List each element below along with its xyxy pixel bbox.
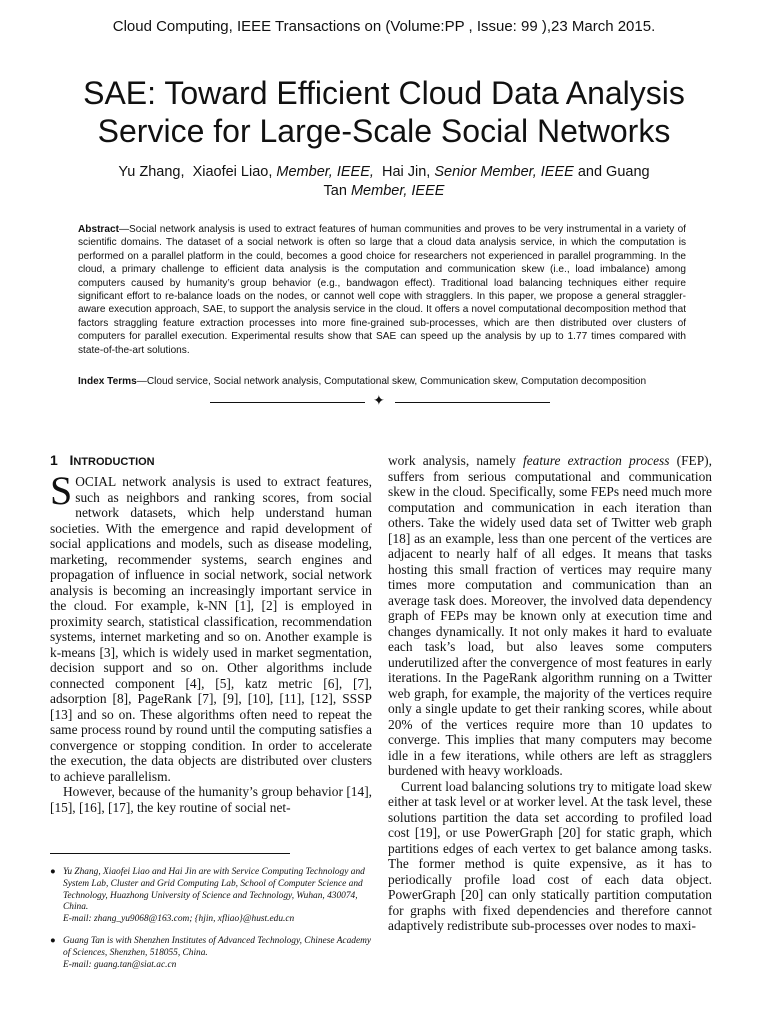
section-number: 1 — [50, 452, 58, 468]
footnote-bullet-icon: ● — [50, 867, 56, 877]
right-column — [388, 453, 712, 934]
author-name: Tan — [323, 183, 347, 199]
footnote — [50, 936, 372, 971]
author-affiliation-role: Senior Member, IEEE — [434, 164, 574, 180]
section-heading — [50, 452, 155, 468]
paragraph — [50, 468, 372, 784]
footnote-email: E-mail: zhang_yu9068@163.com; {hjin, xfliao}@hust.edu.cn — [63, 914, 295, 925]
abstract-text: —Social network analysis is used to extract features of human communities and proves to be very instrumental in a variety of scientific domains. The dataset of a social network is often so large that a cloud data analysis service, in which the computation is performed on a parallel platform in the could, becomes a good choice for researchers not experienced in parallel programming. In the cloud, a primary challenge to efficient data analysis is the computation and communication skew (i.e., load imbalance) among computers caused by humanity’s group behavior (e.g., bandwagon effect). Traditional load balancing techniques either require significant effort to re-balance loads on the nodes, or cannot well cope with stragglers. In this paper, we propose a general straggler-aware execution approach, SAE, to support the analysis service in the cloud. It offers a novel computational decomposition method that factors straggling feature extraction processes into more fine-grained sub-processes, which are then distributed over clusters of computers for parallel execution. Experimental results show that SAE can speed up the analysis by up to 1.77 times compared with state-of-the-art solutions. — [78, 224, 686, 356]
author-affiliation-role: Member, IEEE, — [276, 164, 374, 180]
author-name: Xiaofei Liao, — [192, 164, 273, 180]
footnote-text: Guang Tan is with Shenzhen Institutes of Advanced Technology, Chinese Academy of Sciences, Shenzhen, 518055, China. — [63, 936, 372, 958]
paragraph-text: work analysis, namely — [388, 453, 523, 468]
paragraph-text: network analysis is used to extract features, such as neighbors and ranking scores, from social network datasets, which help understand human societies. With the emergence and rapid development of social applications and models, such as disease modeling, marketing, recommender systems, search engines and propagation of influence in social network, social network analysis is becoming an increasingly important service in the cloud. For example, k-NN [1], [2] is employed in proximity search, statistical classification, recommendation systems, internet marketing and so on. Another example is k-means [3], which is widely used in market segmentation, decision support and so on. Other algorithms include connected component [4], [5], katz metric [6], [7], adsorption [8], PageRank [7], [9], [10], [11], [12], SSSP [13] and so on. These algorithms often need to repeat the same process round by round until the computing satisfies a convergence or stopping condition. In order to accelerate the execution, the data objects are distributed over clusters to achieve parallelism. — [50, 474, 372, 784]
section-divider — [210, 396, 550, 410]
paper-title: SAE: Toward Efficient Cloud Data Analysis Service for Large-Scale Social Networks — [83, 75, 685, 149]
author-affiliation-role: Member, IEEE — [350, 183, 445, 199]
lead-smallcaps: OCIAL — [75, 474, 117, 489]
paragraph-text: (FEP), suffers from serious computational and communication skew in the cloud. Specifically, some FEPs need much more computation and communication in each iteration than others. Take the widely used data set of Twitter web graph [18] as an example, less than one percent of the vertices are adjacent to nearly half of all edges. It means that tasks hosting this small fraction of vertices may require many times more computation and communication than an average task does. Moreover, the involved data dependency graph of FEPs may be known only at execution time and changes dynamically. It not only makes it hard to evaluate each task’s load, but also leaves some computers underutilized after the convergence of most features in early iterations. In the PageRank algorithm running on a Twitter web graph, for example, the majority of the vertices require only a single update to get their ranking scores, while about 20% of the vertices require more than 10 updates to converge. This implies that many computers may become idle in a few iterations, while others are left as stragglers burdened with heavy workloads. — [388, 453, 712, 778]
paragraph: However, because of the humanity’s group behavior [14], [15], [16], [17], the key routine of social net- — [50, 784, 372, 815]
abstract-label: Abstract — [78, 224, 119, 235]
abstract — [78, 223, 686, 357]
section-title-rest: NTRODUCTION — [73, 456, 155, 468]
drop-cap: S — [50, 468, 73, 513]
author-name: Hai Jin, — [381, 164, 431, 180]
footnote-text: Yu Zhang, Xiaofei Liao and Hai Jin are with Service Computing Technology and System Lab, Cluster and Grid Computing Lab, School of Computer Science and Technology, Huazhong University of Science and Technology, Wuhan, 430074, China. — [63, 867, 365, 913]
paragraph — [388, 453, 712, 779]
footnote-bullet-icon: ● — [50, 936, 56, 946]
author-conjunction: and Guang — [577, 164, 650, 180]
footnote-rule — [50, 853, 290, 854]
section-title-initial: I — [69, 452, 74, 468]
divider-ornament-icon: ✦ — [373, 394, 385, 409]
footnote — [50, 867, 372, 926]
divider-line-left — [210, 402, 365, 403]
index-terms — [78, 375, 686, 388]
divider-line-right — [395, 402, 550, 403]
left-column — [50, 468, 372, 815]
index-terms-label: Index Terms — [78, 376, 137, 387]
paragraph: Current load balancing solutions try to mitigate load skew either at task level or at worker level. At the task level, these solutions partition the data set according to profiled load cost [19], or use PowerGraph [20] for static graph, which partitions edges of each vertex to get balance among tasks. The former method is quite expensive, as it has to periodically profile load cost of each data object. PowerGraph [20] can only statically partition computation for graphs with fixed dependencies and therefore cannot adaptively redistribute sub-processes over nodes to maxi- — [388, 778, 712, 933]
author-list — [90, 163, 678, 201]
emphasis-term: feature extraction process — [522, 453, 670, 468]
index-terms-text: —Cloud service, Social network analysis, Computational skew, Communication skew, Computation decomposition — [136, 376, 647, 387]
footnote-email: E-mail: guang.tan@siat.ac.cn — [63, 959, 177, 970]
journal-citation: Cloud Computing, IEEE Transactions on (Volume:PP , Issue: 99 ),23 March 2015. — [112, 18, 656, 35]
author-name: Yu Zhang, — [118, 164, 185, 180]
